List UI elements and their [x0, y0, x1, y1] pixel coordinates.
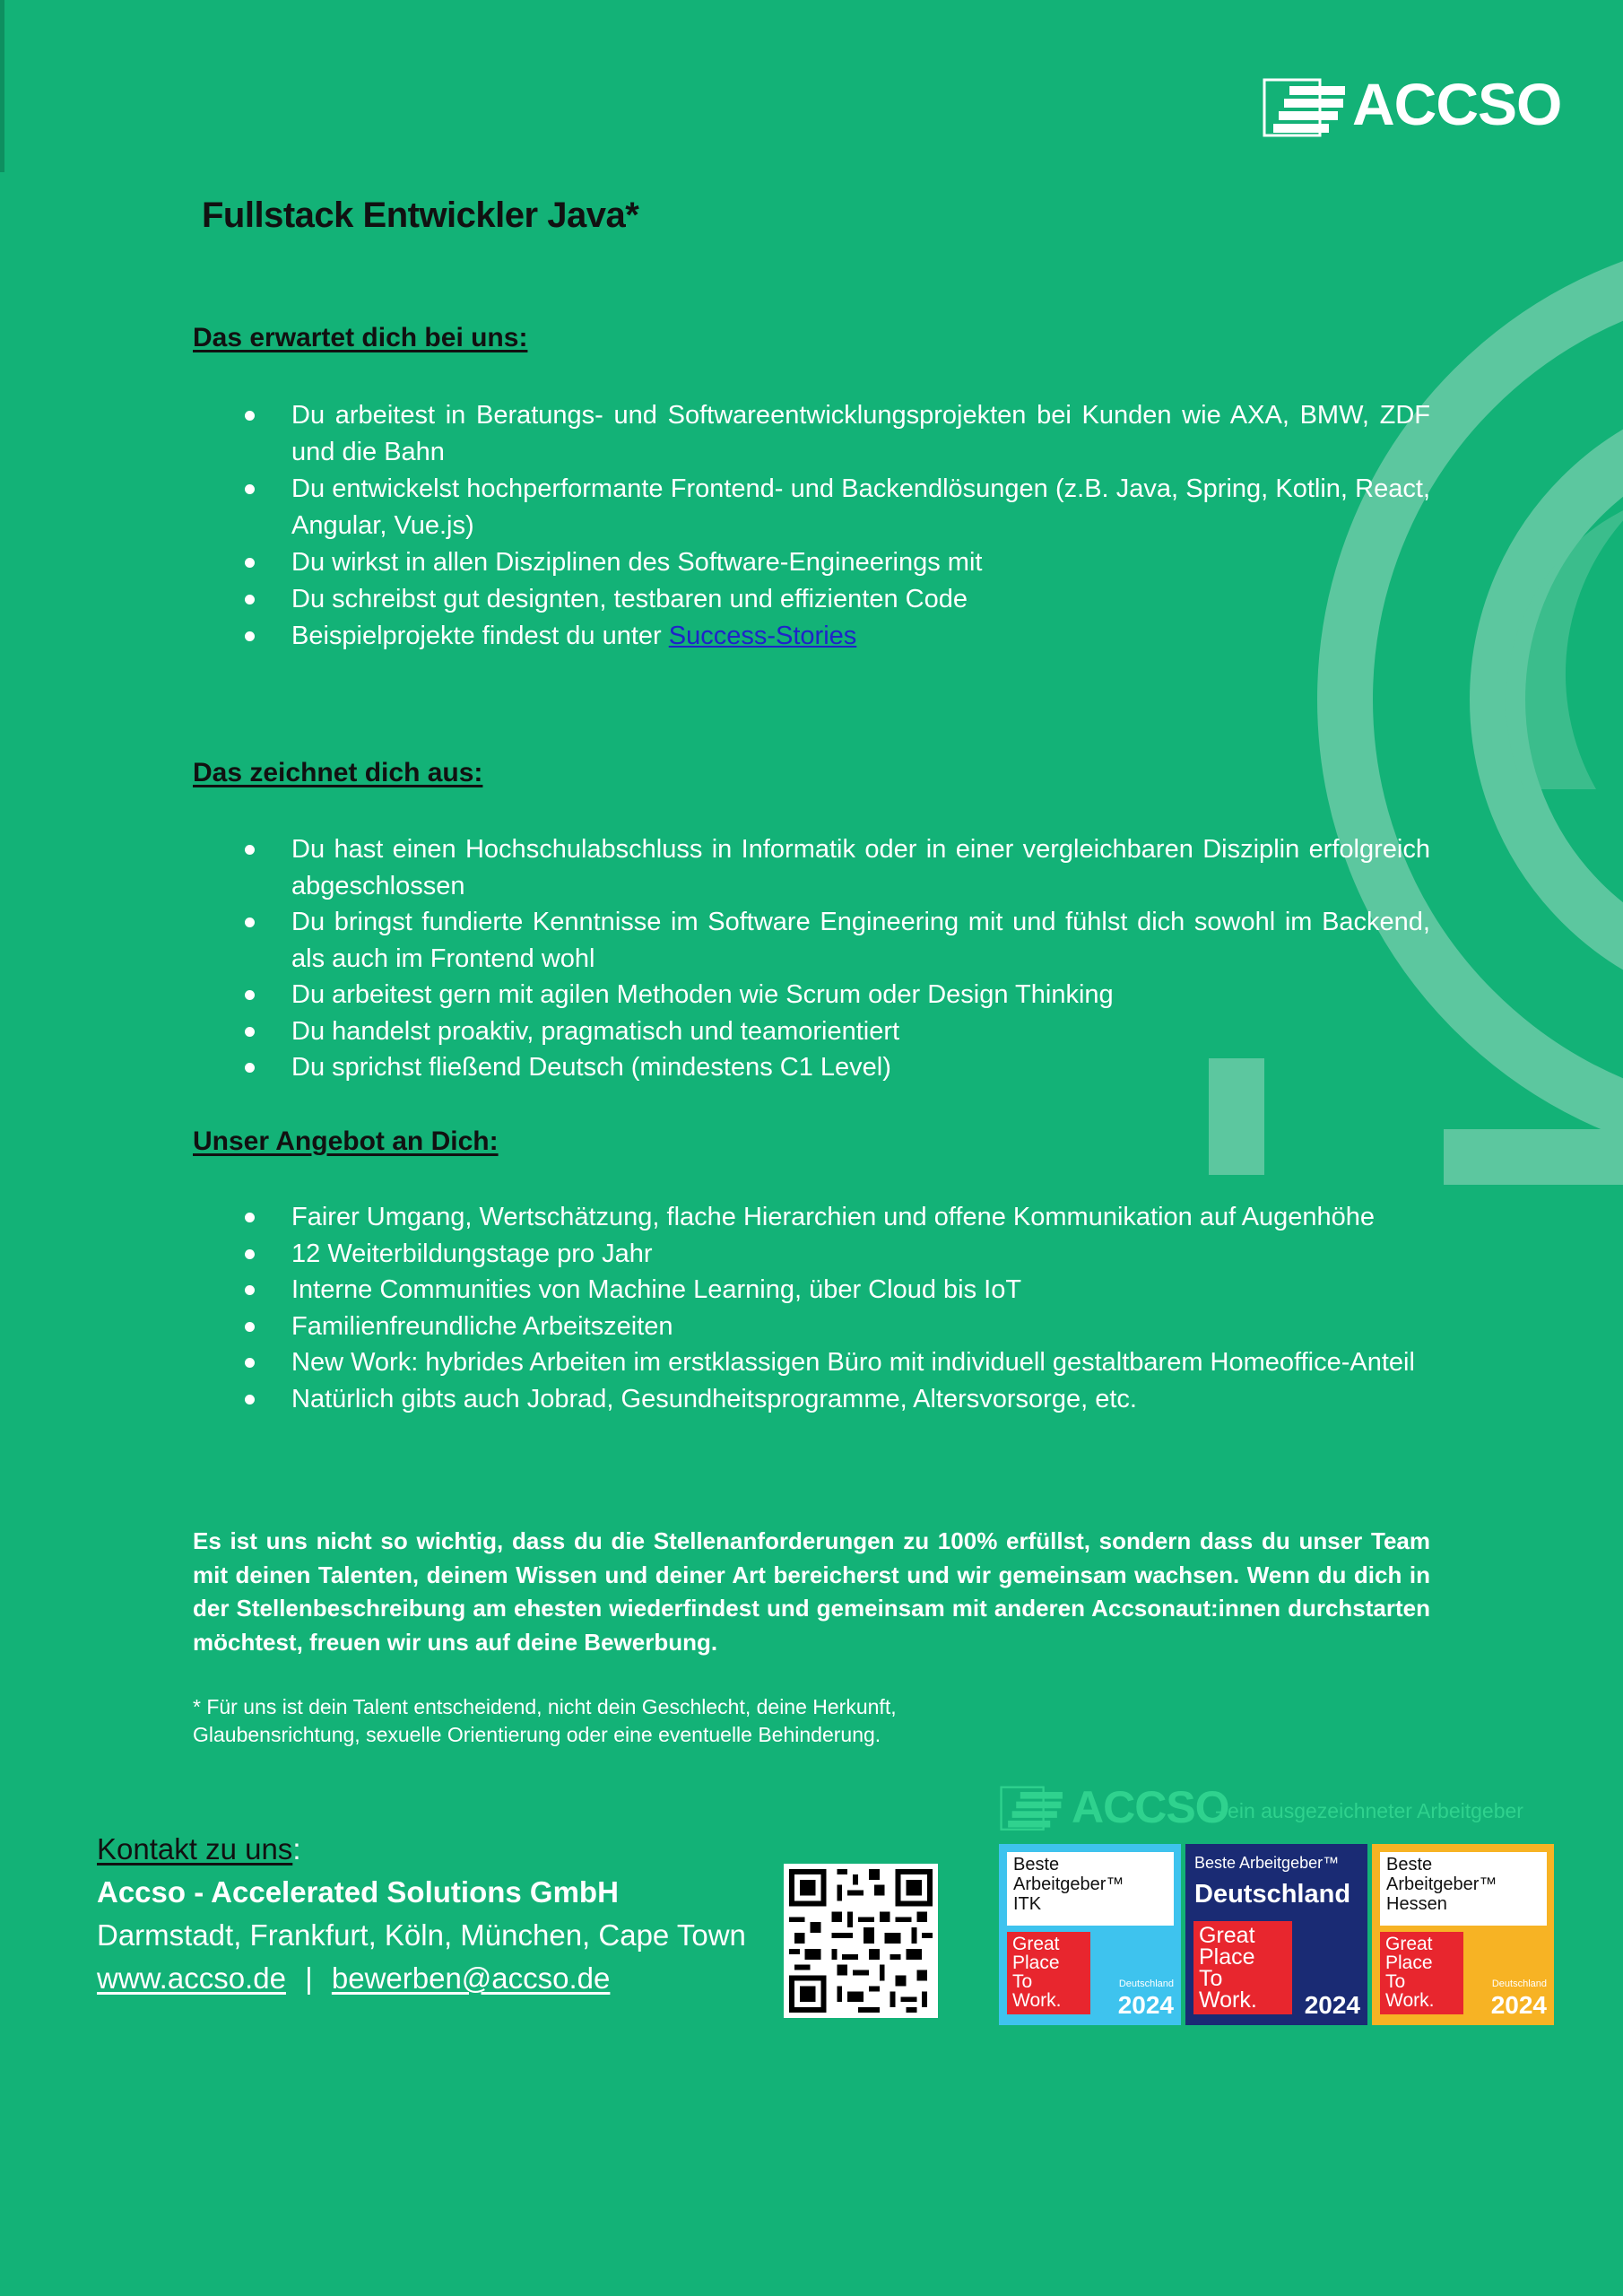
contact-links	[97, 1957, 796, 2000]
offer-list	[193, 1199, 1430, 1417]
page-edge-line	[0, 0, 4, 172]
list-item: Du arbeitest in Beratungs- und Softwareentwicklungsprojekten bei Kunden wie AXA, BMW, ZDF und die Bahn	[193, 397, 1430, 471]
badge-year: 2024	[1117, 1991, 1174, 2019]
accso-logo-icon	[1263, 77, 1352, 140]
link-separator: |	[305, 1961, 313, 1995]
closing-paragraph: Es ist uns nicht so wichtig, dass du die Stellenanforderungen zu 100% erfüllst, sondern dass du unser Team mit deinen Talenten, deinem Wissen und deiner Art bereicherst und wir gemeinsam wachsen. Wenn du dich in der Stellenbeschreibung am ehesten wiederfindest und gemeinsam mit anderen Accsonaut:innen durchstarten möchtest, freuen wir uns auf deine Bewerbung.	[193, 1527, 1430, 1656]
gptw-label: Great Place To Work.	[1199, 1923, 1257, 2013]
badge-country: Deutschland	[1118, 1979, 1174, 1989]
badge-year: 2024	[1490, 1991, 1547, 2019]
list-item: Du bringst fundierte Kenntnisse im Software Engineering mit und fühlst dich sowohl im Backend, als auch im Frontend wohl	[193, 904, 1430, 977]
company-locations: Darmstadt, Frankfurt, Köln, München, Cape Town	[97, 1918, 746, 1952]
contact-heading: Kontakt zu uns	[97, 1832, 293, 1866]
list-item: Beispielprojekte findest du unter Success-Stories	[193, 618, 1430, 655]
section-heading-offer: Unser Angebot an Dich:	[193, 1126, 499, 1156]
company-name: Accso - Accelerated Solutions GmbH	[97, 1875, 619, 1909]
badge-title: Beste Arbeitgeber™	[1194, 1854, 1340, 1872]
award-tagline: - ein ausgezeichneter Arbeitgeber	[1215, 1799, 1523, 1822]
list-item: Du wirkst in allen Disziplinen des Software-Engineerings mit	[193, 544, 1430, 581]
list-item: Fairer Umgang, Wertschätzung, flache Hierarchien und offene Kommunikation auf Augenhöhe	[193, 1199, 1430, 1236]
logo-wordmark: ACCSO	[1352, 71, 1562, 137]
award-badge-itk	[999, 1844, 1181, 2025]
award-badge-deutschland	[1185, 1844, 1367, 2025]
gptw-label: Great Place To Work.	[1385, 1934, 1435, 2011]
list-item: Du hast einen Hochschulabschluss in Informatik oder in einer vergleichbaren Disziplin erfolgreich abgeschlossen	[193, 831, 1430, 904]
list-item: New Work: hybrides Arbeiten im erstklassigen Büro mit individuell gestaltbarem Homeoffice-Anteil	[193, 1344, 1430, 1381]
list-item: Du schreibst gut designten, testbaren und effizienten Code	[193, 581, 1430, 618]
list-item: Du entwickelst hochperformante Frontend- und Backendlösungen (z.B. Java, Spring, Kotlin, React, Angular, Vue.js)	[193, 471, 1430, 544]
qr-code-icon[interactable]	[784, 1864, 938, 2018]
footnote-line-2: Glaubensrichtung, sexuelle Orientierung oder eine eventuelle Behinderung.	[193, 1723, 881, 1746]
email-link[interactable]: bewerben@accso.de	[331, 1961, 611, 1995]
contact-colon: :	[292, 1832, 301, 1866]
award-header	[1000, 1782, 1556, 1833]
accso-small-logo-icon	[1000, 1785, 1068, 1833]
badge-title: Beste Arbeitgeber™ ITK	[1013, 1855, 1124, 1914]
award-badge-hessen	[1372, 1844, 1554, 2025]
badge-title: Beste Arbeitgeber™ Hessen	[1386, 1855, 1497, 1914]
badge-country: Deutschland	[1491, 1979, 1547, 1989]
contact-block	[97, 1828, 796, 2000]
list-item: Familienfreundliche Arbeitszeiten	[193, 1309, 1430, 1345]
badge-year: 2024	[1304, 1991, 1360, 2019]
footnote-line-1: * Für uns ist dein Talent entscheidend, nicht dein Geschlecht, deine Herkunft,	[193, 1695, 897, 1718]
accso-logo	[1263, 71, 1562, 140]
list-item: Du sprichst fließend Deutsch (mindestens C1 Level)	[193, 1049, 1430, 1086]
list-item: Du handelst proaktiv, pragmatisch und teamorientiert	[193, 1013, 1430, 1050]
profile-list	[193, 831, 1430, 1086]
success-stories-link[interactable]: Success-Stories	[668, 622, 857, 650]
list-item: 12 Weiterbildungstage pro Jahr	[193, 1236, 1430, 1273]
contact-heading-line	[97, 1828, 796, 1871]
badge-country-title: Deutschland	[1194, 1880, 1351, 1909]
list-item: Natürlich gibts auch Jobrad, Gesundheitsprogramme, Altersvorsorge, etc.	[193, 1381, 1430, 1418]
list-item: Interne Communities von Machine Learning, über Cloud bis IoT	[193, 1272, 1430, 1309]
job-title: Fullstack Entwickler Java*	[202, 196, 639, 235]
expectations-list	[193, 397, 1430, 655]
list-item: Du arbeitest gern mit agilen Methoden wie Scrum oder Design Thinking	[193, 977, 1430, 1013]
section-heading-profile: Das zeichnet dich aus:	[193, 758, 483, 787]
award-logo-wordmark: ACCSO	[1072, 1782, 1229, 1832]
gptw-label: Great Place To Work.	[1012, 1934, 1062, 2011]
website-link[interactable]: www.accso.de	[97, 1961, 286, 1995]
section-heading-expectations: Das erwartet dich bei uns:	[193, 323, 528, 352]
diversity-footnote	[193, 1693, 1089, 1749]
